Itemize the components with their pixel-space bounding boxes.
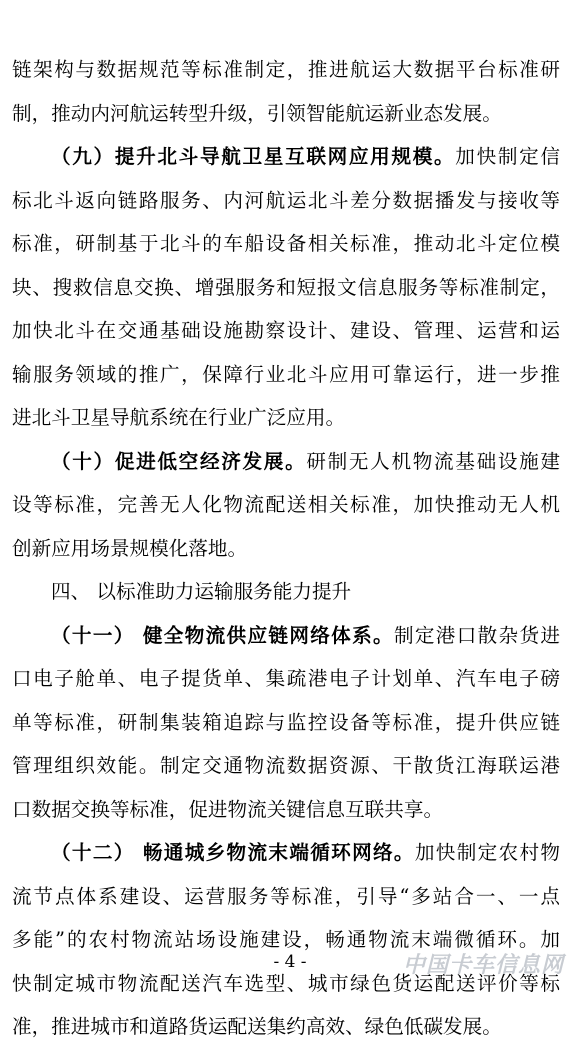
text-line: 多能”的农村物流站场设施建设，畅通物流末端微循环。加 — [12, 928, 560, 951]
text-line: 单等标准，研制集装箱追踪与监控设备等标准，提升供应链 — [12, 710, 560, 734]
text-line: 块、搜救信息交换、增强服务和短报文信息服务等标准制定， — [12, 275, 560, 299]
watermark-logo: 中国卡车信息网 — [402, 953, 564, 978]
text-line: 链架构与数据规范等标准制定，推进航运大数据平台标准研 — [12, 58, 560, 81]
paragraph-text: 加快制定信 — [455, 145, 560, 168]
paragraph-heading: （十）促进低空经济发展。 — [51, 449, 307, 473]
paragraph-first-line — [12, 614, 560, 658]
paragraph-first-line — [12, 440, 560, 484]
text-line: 口电子舱单、电子提货单、集疏港电子计划单、汽车电子磅 — [12, 667, 560, 690]
text-line: 标北斗返向链路服务、内河航运北斗差分数据播发与接收等 — [12, 188, 560, 212]
text-line: 快制定城市物流配送汽车选型、城市绿色货运配送评价等标 — [12, 971, 560, 995]
paragraph-text: 研制无人机物流基础设施建 — [306, 449, 560, 473]
paragraph-heading: （十一） 健全物流供应链网络体系。 — [51, 623, 394, 647]
paragraph-first-line — [12, 135, 560, 179]
paragraph-text: 加快制定农村物 — [414, 841, 560, 864]
text-line: 标准，研制基于北斗的车船设备相关标准，推动北斗定位模 — [12, 232, 560, 255]
text-line: 创新应用场景规模化落地。 — [12, 536, 248, 560]
text-line: 口数据交换等标准，促进物流关键信息互联共享。 — [12, 797, 444, 821]
text-line: 输服务领域的推广，保障行业北斗应用可靠运行，进一步推 — [12, 362, 560, 386]
text-line: 加快北斗在交通基础设施勘察设计、建设、管理、运营和运 — [12, 319, 560, 342]
paragraph-text: 制定港口散杂货进 — [393, 623, 560, 647]
paragraph-first-line — [12, 831, 560, 875]
document-body — [12, 48, 560, 1049]
section-heading: 四、 以标准助力运输服务能力提升 — [51, 580, 352, 603]
text-line: 管理组织效能。制定交通物流数据资源、干散货江海联运港 — [12, 754, 560, 777]
text-line: 进北斗卫星导航系统在行业广泛应用。 — [12, 406, 346, 429]
text-line: 流节点体系建设、运营服务等标准，引导“多站合一、一点 — [12, 884, 560, 908]
page-number: - 4 - — [273, 952, 307, 972]
text-line: 设等标准，完善无人化物流配送相关标准，加快推动无人机 — [12, 493, 560, 516]
text-line: 制，推动内河航运转型升级，引领智能航运新业态发展。 — [12, 101, 502, 125]
paragraph-heading: （十二） 畅通城乡物流末端循环网络。 — [51, 841, 415, 864]
text-line: 准，推进城市和道路货运配送集约高效、绿色低碳发展。 — [12, 1015, 502, 1038]
paragraph-heading: （九）提升北斗导航卫星互联网应用规模。 — [51, 145, 456, 168]
